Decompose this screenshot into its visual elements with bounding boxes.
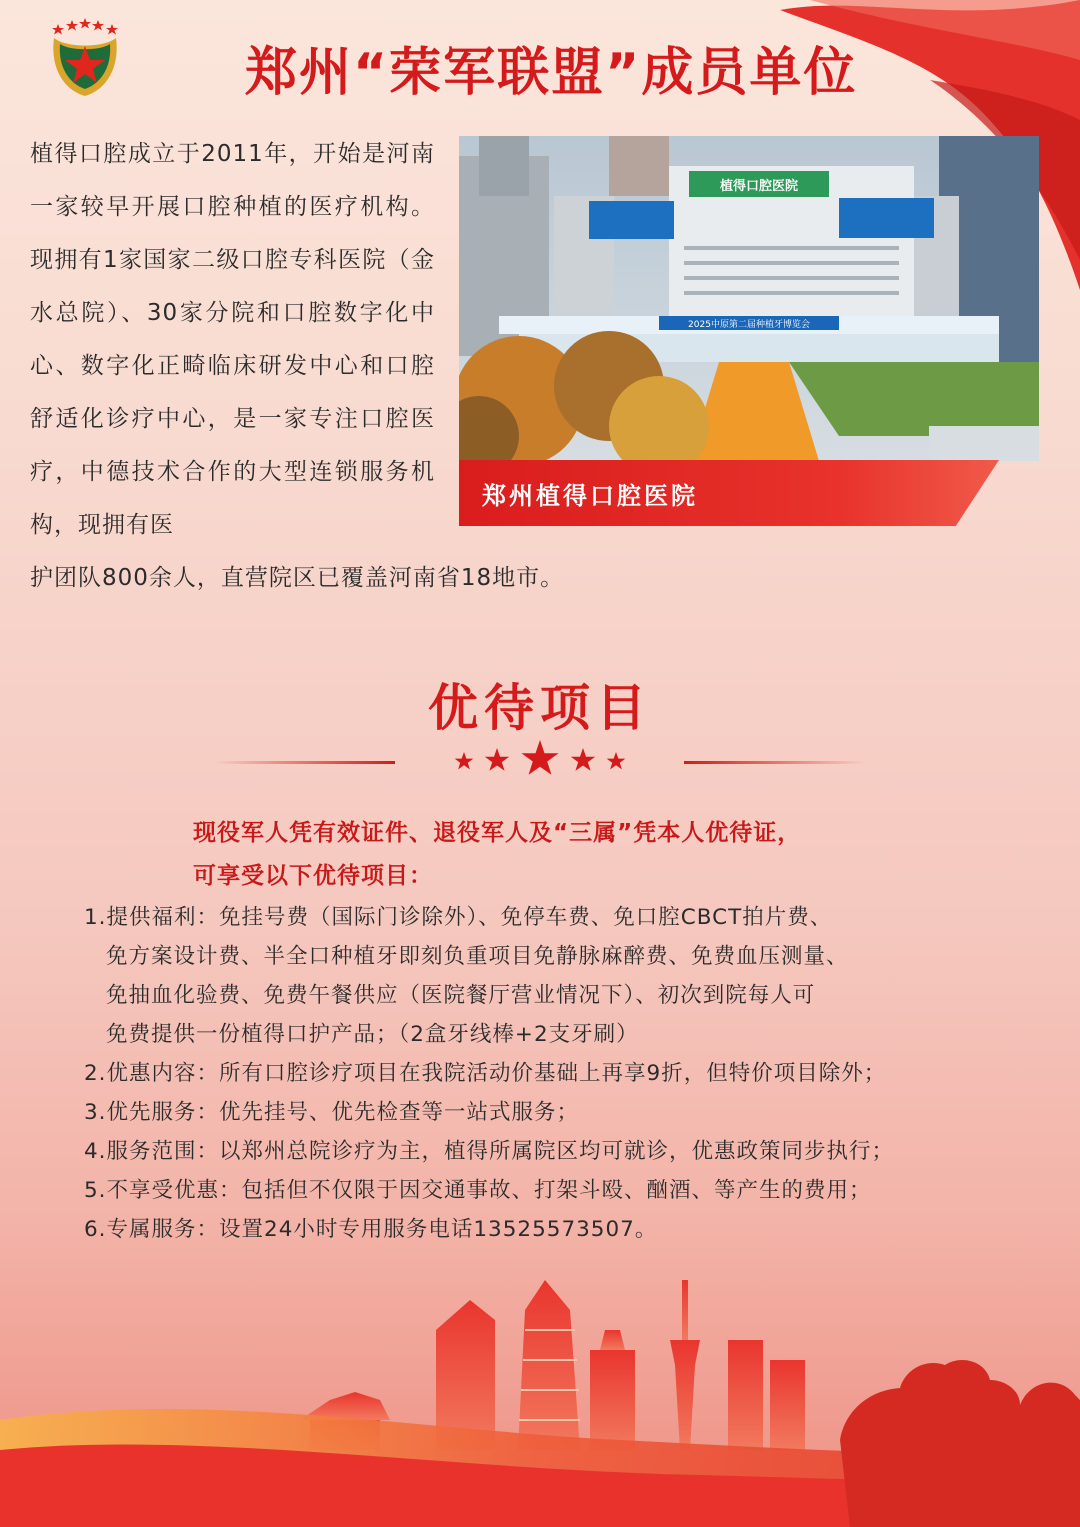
eligibility-line-1: 现役军人凭有效证件、退役军人及“三属”凭本人优待证，	[193, 820, 802, 846]
five-stars-icon	[452, 738, 632, 784]
list-item: 5.不享受优惠：包括但不仅限于因交通事故、打架斗殴、酗酒、等产生的费用；	[84, 1178, 872, 1203]
intro-paragraph: 植得口腔成立于2011年，开始是河南一家较早开展口腔种植的医疗机构。现拥有1家国家二级口腔专科医院（金水总院）、30家分院和口腔数字化中心、数字化正畸临床研发中心和口腔舒适化诊疗中心，是一家专注口腔医疗，中德技术合作的大型连锁服务机构，现拥有医	[30, 141, 435, 538]
list-item: 4.服务范围：以郑州总院诊疗为主，植得所属院区均可就诊，优惠政策同步执行；	[84, 1139, 895, 1164]
event-banner-text: 2025中原第二届种植牙博览会	[688, 320, 810, 330]
list-item: 3.优先服务：优先挂号、优先检查等一站式服务；	[84, 1100, 580, 1125]
list-item-continuation: 免方案设计费、半全口种植牙即刻负重项目免静脉麻醉费、免费血压测量、	[106, 944, 849, 969]
eligibility-text	[193, 812, 953, 898]
list-item: 6.专属服务：设置24小时专用服务电话13525573507。	[84, 1217, 658, 1242]
hospital-photo	[459, 136, 1039, 461]
section-title: 优待项目	[428, 679, 652, 737]
list-item-continuation: 免费提供一份植得口护产品；（2盒牙线棒+2支牙刷）	[106, 1022, 639, 1047]
city-skyline-silhouette	[0, 1270, 1080, 1527]
divider-left	[215, 761, 395, 764]
list-item: 2.优惠内容：所有口腔诊疗项目在我院活动价基础上再享9折，但特价项目除外；	[84, 1061, 887, 1086]
page-title: 郑州“荣军联盟”成员单位	[245, 43, 858, 103]
photo-caption: 郑州植得口腔医院	[482, 482, 698, 510]
benefits-list	[84, 898, 1014, 1249]
military-star-emblem-icon	[44, 18, 126, 100]
list-item-continuation: 免抽血化验费、免费午餐供应（医院餐厅营业情况下）、初次到院每人可	[106, 983, 816, 1008]
eligibility-line-2: 可享受以下优待项目：	[193, 863, 433, 889]
list-item: 1.提供福利：免挂号费（国际门诊除外）、免停车费、免口腔CBCT拍片费、	[84, 905, 833, 930]
saluting-soldiers-silhouette	[840, 1360, 1080, 1527]
divider-right	[684, 761, 864, 764]
building-sign-text: 植得口腔医院	[719, 179, 799, 194]
intro-paragraph-tail: 护团队800余人，直营院区已覆盖河南省18地市。	[30, 565, 565, 591]
